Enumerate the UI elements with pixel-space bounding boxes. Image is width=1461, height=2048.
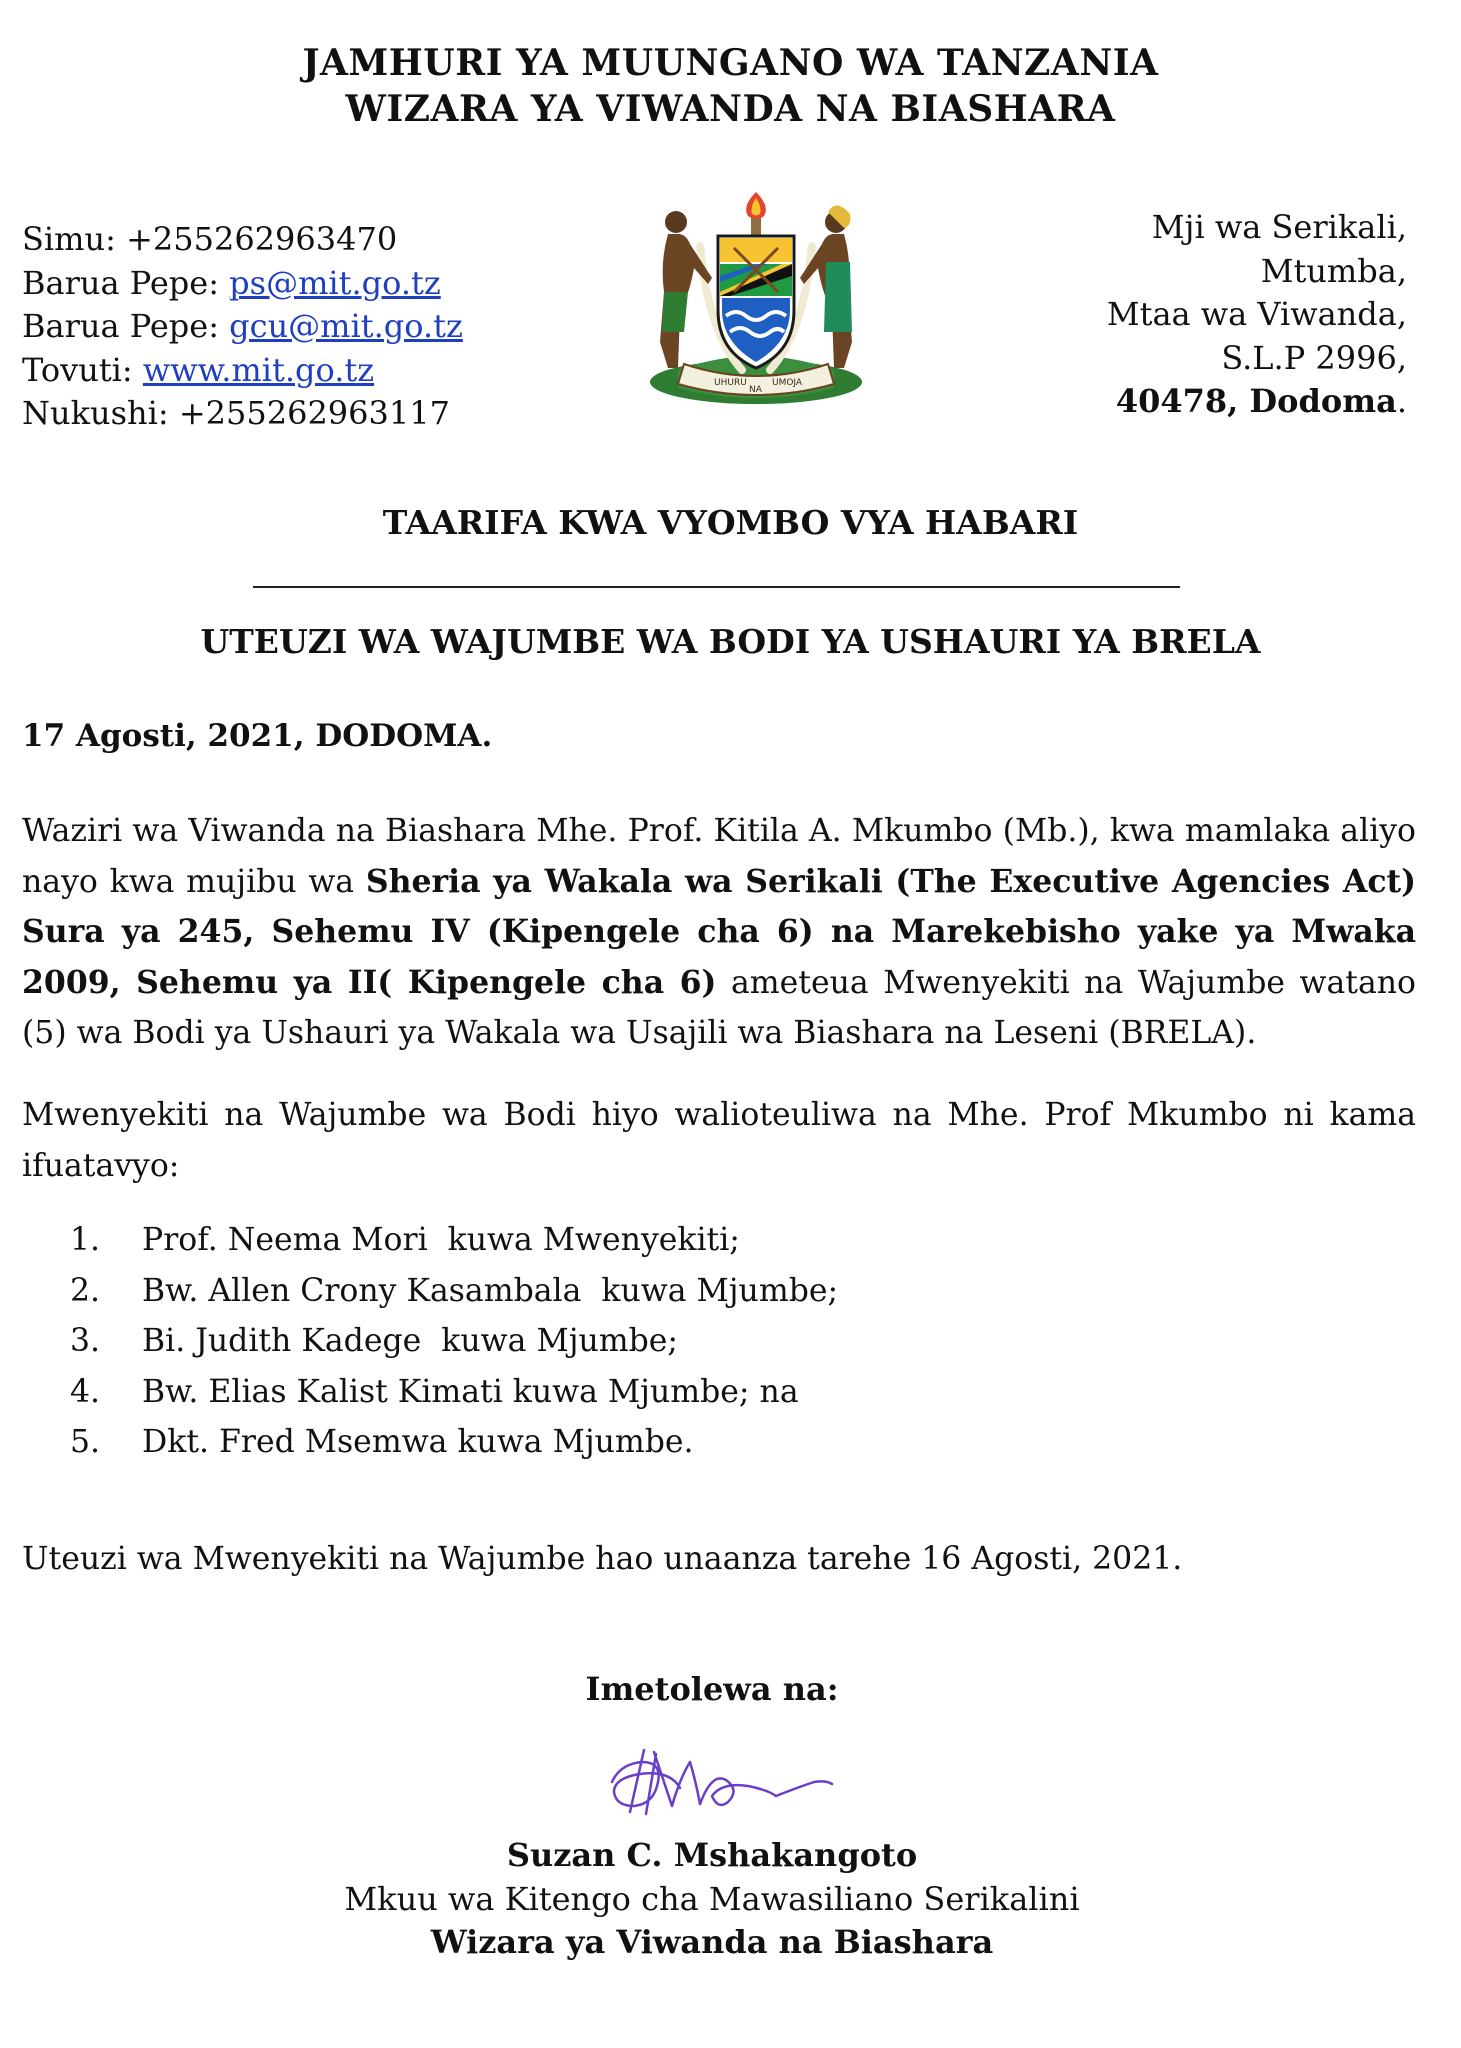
legal-reference: Sheria ya Wakala wa Serikali (The Executive Agencies Act) Sura ya 245, Sehemu IV (Kipengele cha 6) na Marekebisho yake ya Mwaka 2009, Sehemu ya II( Kipengele cha 6) [22, 862, 1416, 1001]
website-line: Tovuti: www.mit.go.tz [22, 350, 375, 389]
signatory-ministry: Wizara ya Viwanda na Biashara [430, 1923, 994, 1961]
list-item: 4. Bw. Elias Kalist Kimati kuwa Mjumbe; na [70, 1373, 799, 1410]
document-title: TAARIFA KWA VYOMBO VYA HABARI [382, 503, 1079, 542]
list-item: 5. Dkt. Fred Msemwa kuwa Mjumbe. [70, 1424, 694, 1461]
address-line-5: 40478, Dodoma. [1115, 382, 1407, 420]
document-subject: UTEUZI WA WAJUMBE WA BODI YA USHAURI YA BRELA [200, 622, 1261, 661]
phone-number: +255262963470 [126, 220, 398, 258]
signatory-block [0, 1834, 1424, 1965]
issued-by-label: Imetolewa na: [585, 1670, 839, 1708]
contact-block [22, 218, 463, 436]
address-block [1107, 206, 1407, 424]
email-line-2: Barua Pepe: gcu@mit.go.tz [22, 307, 463, 345]
ministry-name: WIZARA YA VIWANDA NA BIASHARA [345, 88, 1116, 130]
email-link-gcu[interactable]: gcu@mit.go.tz [229, 307, 463, 345]
motto-right-text: UMOJA [772, 378, 803, 388]
signatory-position: Mkuu wa Kitengo cha Mawasiliano Serikalini [344, 1879, 1080, 1918]
address-line-1: Mji wa Serikali, [1151, 208, 1407, 246]
country-name: JAMHURI YA MUUNGANO WA TANZANIA [302, 42, 1159, 84]
list-item: 2. Bw. Allen Crony Kasambala kuwa Mjumbe; [70, 1272, 839, 1309]
effective-date-paragraph: Uteuzi wa Mwenyekiti na Wajumbe hao unaanza tarehe 16 Agosti, 2021. [22, 1541, 1183, 1577]
address-line-2: Mtumba, [1260, 251, 1407, 290]
appointee-list [70, 1215, 838, 1468]
dateline: 17 Agosti, 2021, DODOMA. [22, 718, 493, 754]
fax-number: +255262963117 [178, 394, 450, 432]
body-paragraph-2: Mwenyekiti na Wajumbe wa Bodi hiyo walioteuliwa na Mhe. Prof Mkumbo ni kama ifuatavyo: [22, 1097, 1416, 1184]
handwritten-signature-icon [600, 1742, 840, 1834]
letterhead-title [0, 40, 1461, 132]
title-divider [253, 586, 1180, 588]
fax-line: Nukushi: +255262963117 [22, 394, 450, 432]
website-link[interactable]: www.mit.go.tz [142, 350, 375, 389]
list-item: 3. Bi. Judith Kadege kuwa Mjumbe; [70, 1323, 679, 1360]
list-item: 1. Prof. Neema Mori kuwa Mwenyekiti; [70, 1222, 740, 1258]
address-line-4: S.L.P 2996, [1221, 338, 1407, 377]
motto-left-text: UHURU [714, 378, 747, 388]
signatory-name: Suzan C. Mshakangoto [506, 1836, 918, 1874]
address-line-3: Mtaa wa Viwanda, [1106, 295, 1407, 333]
phone-line: Simu: +255262963470 [22, 220, 398, 258]
coat-of-arms-icon [638, 192, 874, 408]
email-link-ps[interactable]: ps@mit.go.tz [229, 263, 441, 302]
motto-mid-text: NA [749, 385, 762, 395]
body-paragraph-1: Waziri wa Viwanda na Biashara Mhe. Prof. Kitila A. Mkumbo (Mb.), kwa mamlaka aliyo nayo kwa mujibu wa Sheria ya Wakala wa Serikali (The Executive Agencies Act) Sura ya 245, Sehemu IV (Kipengele cha 6) na Marekebisho yake ya Mwaka 2009, Sehemu ya II( Kipengele cha 6) ameteua Mwenyekiti na Wajumbe watano (5) wa Bodi ya Ushauri ya Wakala wa Usajili wa Biashara na Leseni (BRELA). [22, 813, 1416, 1052]
email-line-1: Barua Pepe: ps@mit.go.tz [22, 263, 441, 302]
